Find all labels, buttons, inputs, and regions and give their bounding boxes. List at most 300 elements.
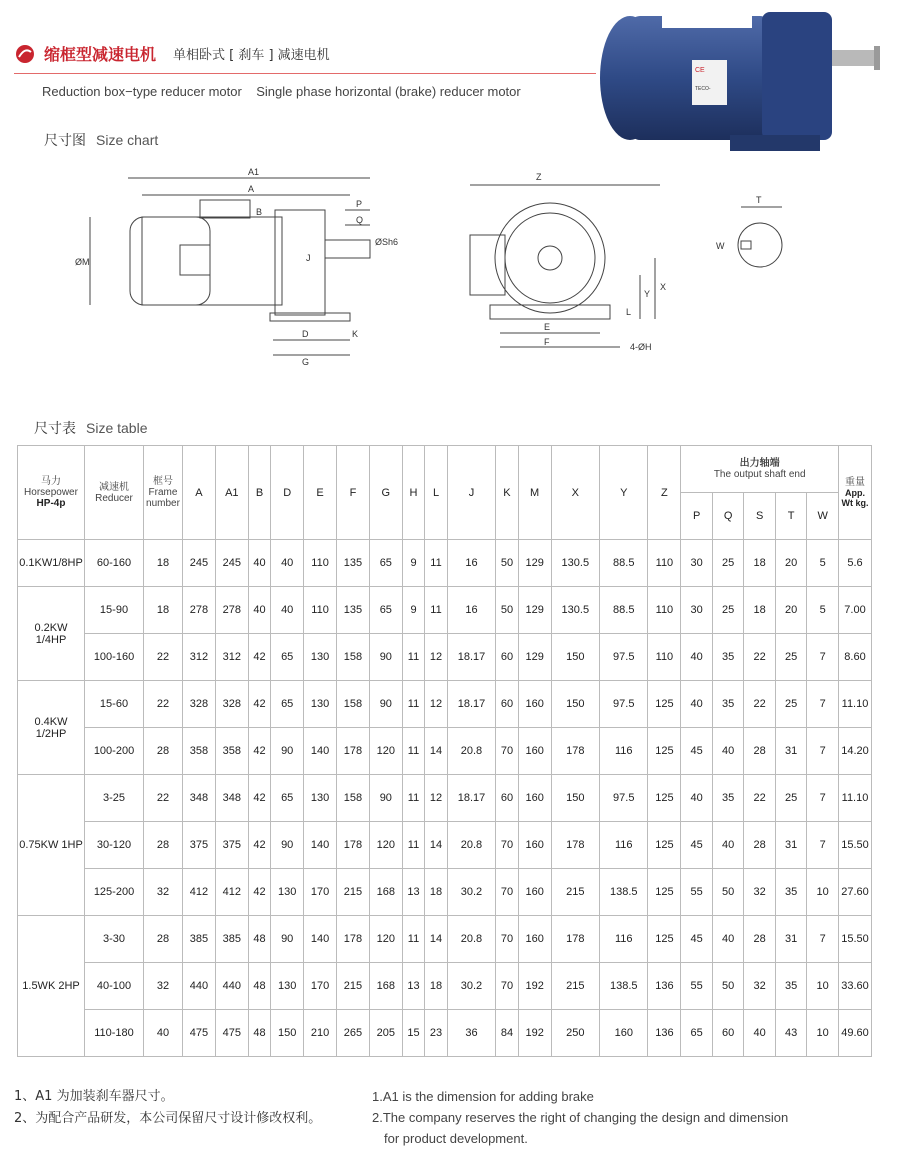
- table-cell: 125: [648, 728, 681, 775]
- table-cell: 18: [144, 587, 183, 634]
- table-cell: 88.5: [600, 587, 648, 634]
- table-cell: 440: [215, 963, 248, 1010]
- horsepower-cell: 1.5WK 2HP: [18, 916, 85, 1057]
- table-cell: 168: [369, 963, 402, 1010]
- table-cell: 50: [496, 587, 519, 634]
- table-cell: 11.10: [839, 681, 872, 728]
- table-cell: 7: [807, 681, 839, 728]
- header-dim: J: [447, 446, 495, 540]
- table-cell: 265: [337, 1010, 370, 1057]
- table-cell: 7.00: [839, 587, 872, 634]
- title-bullet-icon: [14, 43, 36, 65]
- table-cell: 40: [712, 916, 744, 963]
- table-cell: 125: [648, 775, 681, 822]
- table-cell: 49.60: [839, 1010, 872, 1057]
- table-cell: 215: [551, 963, 599, 1010]
- table-cell: 135: [337, 587, 370, 634]
- table-cell: 32: [144, 869, 183, 916]
- table-cell: 375: [183, 822, 216, 869]
- table-cell: 32: [144, 963, 183, 1010]
- note-en-3: for product development.: [384, 1131, 528, 1146]
- table-cell: 22: [144, 634, 183, 681]
- table-cell: 245: [215, 540, 248, 587]
- table-cell: 150: [551, 775, 599, 822]
- table-cell: 90: [369, 681, 402, 728]
- table-cell: 32: [744, 963, 776, 1010]
- table-cell: 120: [369, 916, 402, 963]
- photo-label-1: CE: [695, 67, 705, 74]
- table-cell: 110: [304, 540, 337, 587]
- table-cell: 90: [369, 775, 402, 822]
- table-cell: 192: [518, 963, 551, 1010]
- header-shaft-dim: S: [744, 493, 776, 540]
- dim-m-label: ØM: [75, 257, 90, 267]
- table-cell: 28: [744, 728, 776, 775]
- table-cell: 110: [648, 634, 681, 681]
- table-cell: 25: [712, 540, 744, 587]
- table-cell: 42: [248, 728, 271, 775]
- table-cell: 48: [248, 916, 271, 963]
- table-cell: 18: [744, 587, 776, 634]
- table-cell: 28: [744, 916, 776, 963]
- table-cell: 11: [425, 540, 448, 587]
- table-cell: 35: [775, 869, 807, 916]
- table-cell: 50: [712, 869, 744, 916]
- table-cell: 160: [518, 775, 551, 822]
- table-cell: 90: [271, 728, 304, 775]
- table-cell: 18.17: [447, 634, 495, 681]
- table-cell: 5: [807, 540, 839, 587]
- table-cell: 158: [337, 775, 370, 822]
- table-row: [18, 681, 872, 728]
- table-cell: 20.8: [447, 728, 495, 775]
- table-row: [18, 916, 872, 963]
- table-row: [18, 869, 872, 916]
- table-cell: 10: [807, 869, 839, 916]
- table-cell: 65: [271, 775, 304, 822]
- table-cell: 129: [518, 587, 551, 634]
- table-cell: 245: [183, 540, 216, 587]
- dim-h-label: 4-ØH: [630, 342, 652, 352]
- table-cell: 25: [712, 587, 744, 634]
- table-cell: 40: [144, 1010, 183, 1057]
- dim-k-label: K: [352, 329, 359, 339]
- dim-z-label: Z: [536, 172, 542, 182]
- table-cell: 16: [447, 540, 495, 587]
- dim-a-label: A: [248, 184, 255, 194]
- table-cell: 358: [215, 728, 248, 775]
- table-cell: 15-60: [85, 681, 144, 728]
- table-cell: 138.5: [600, 963, 648, 1010]
- table-cell: 15.50: [839, 822, 872, 869]
- table-cell: 210: [304, 1010, 337, 1057]
- table-cell: 70: [496, 822, 519, 869]
- table-cell: 7: [807, 634, 839, 681]
- table-cell: 18: [425, 963, 448, 1010]
- table-cell: 55: [681, 963, 713, 1010]
- table-cell: 160: [518, 728, 551, 775]
- motor-photo: [592, 0, 892, 160]
- table-cell: 40: [681, 681, 713, 728]
- table-cell: 27.60: [839, 869, 872, 916]
- table-cell: 20.8: [447, 916, 495, 963]
- table-cell: 130: [304, 775, 337, 822]
- table-cell: 215: [551, 869, 599, 916]
- table-cell: 150: [551, 634, 599, 681]
- table-cell: 116: [600, 916, 648, 963]
- table-cell: 11: [402, 634, 425, 681]
- table-cell: 25: [775, 634, 807, 681]
- table-cell: 150: [271, 1010, 304, 1057]
- table-cell: 18: [744, 540, 776, 587]
- table-cell: 130: [271, 869, 304, 916]
- dim-y-label: Y: [644, 289, 651, 299]
- header-dim: A: [183, 446, 216, 540]
- table-cell: 100-200: [85, 728, 144, 775]
- horsepower-cell: 0.4KW 1/2HP: [18, 681, 85, 775]
- size-table-label: 尺寸表 Size table: [34, 420, 148, 437]
- table-row: [18, 634, 872, 681]
- header-reducer: 减速机 Reducer: [85, 446, 144, 540]
- table-cell: 12: [425, 681, 448, 728]
- table-cell: 7: [807, 916, 839, 963]
- dimension-diagram: [60, 165, 820, 375]
- table-cell: 120: [369, 728, 402, 775]
- table-cell: 110: [304, 587, 337, 634]
- dim-q-label: Q: [356, 215, 364, 225]
- header-horsepower: 马力 Horsepower HP-4p: [18, 446, 85, 540]
- table-cell: 312: [183, 634, 216, 681]
- table-cell: 65: [369, 540, 402, 587]
- table-cell: 100-160: [85, 634, 144, 681]
- table-cell: 130: [304, 634, 337, 681]
- table-cell: 42: [248, 634, 271, 681]
- dim-f-label: F: [544, 337, 550, 347]
- table-cell: 348: [215, 775, 248, 822]
- table-cell: 130: [304, 681, 337, 728]
- table-cell: 14.20: [839, 728, 872, 775]
- table-cell: 110: [648, 540, 681, 587]
- table-cell: 178: [337, 728, 370, 775]
- table-cell: 31: [775, 822, 807, 869]
- table-cell: 10: [807, 963, 839, 1010]
- dim-sh6-label: ØSh6: [375, 237, 399, 247]
- table-cell: 88.5: [600, 540, 648, 587]
- header-weight: 重量 App. Wt kg.: [839, 446, 872, 540]
- header-shaft-dim: P: [681, 493, 713, 540]
- table-cell: 178: [551, 822, 599, 869]
- table-cell: 60: [712, 1010, 744, 1057]
- table-row: [18, 822, 872, 869]
- table-cell: 90: [369, 634, 402, 681]
- table-cell: 20: [775, 587, 807, 634]
- table-cell: 40: [712, 728, 744, 775]
- table-cell: 97.5: [600, 634, 648, 681]
- table-cell: 168: [369, 869, 402, 916]
- table-cell: 11: [402, 728, 425, 775]
- table-cell: 3-30: [85, 916, 144, 963]
- table-row: [18, 775, 872, 822]
- header-dim: B: [248, 446, 271, 540]
- table-cell: 20.8: [447, 822, 495, 869]
- table-cell: 160: [518, 916, 551, 963]
- table-cell: 42: [248, 869, 271, 916]
- table-cell: 125: [648, 916, 681, 963]
- notes-english: [372, 1086, 788, 1149]
- table-cell: 8.60: [839, 634, 872, 681]
- table-cell: 178: [337, 822, 370, 869]
- dim-l-label: L: [626, 307, 632, 317]
- table-cell: 116: [600, 822, 648, 869]
- table-cell: 328: [215, 681, 248, 728]
- table-cell: 120: [369, 822, 402, 869]
- table-cell: 70: [496, 963, 519, 1010]
- dim-d-label: D: [302, 329, 309, 339]
- table-cell: 15-90: [85, 587, 144, 634]
- table-cell: 125: [648, 822, 681, 869]
- table-cell: 140: [304, 822, 337, 869]
- table-cell: 65: [271, 681, 304, 728]
- table-cell: 90: [271, 916, 304, 963]
- table-cell: 158: [337, 681, 370, 728]
- table-cell: 28: [144, 728, 183, 775]
- table-cell: 97.5: [600, 681, 648, 728]
- table-cell: 110: [648, 587, 681, 634]
- table-cell: 31: [775, 728, 807, 775]
- table-cell: 30: [681, 587, 713, 634]
- table-cell: 140: [304, 916, 337, 963]
- table-cell: 385: [183, 916, 216, 963]
- table-cell: 48: [248, 963, 271, 1010]
- table-cell: 45: [681, 822, 713, 869]
- table-cell: 440: [183, 963, 216, 1010]
- header-shaft-end: 出力轴端 The output shaft end: [681, 446, 839, 493]
- table-cell: 40: [744, 1010, 776, 1057]
- note-en-2: 2.The company reserves the right of changing the design and dimension: [372, 1110, 789, 1125]
- table-cell: 22: [144, 775, 183, 822]
- table-cell: 28: [144, 822, 183, 869]
- dim-p-label: P: [356, 199, 363, 209]
- size-chart-label: 尺寸图 Size chart: [44, 132, 159, 149]
- header-dim: L: [425, 446, 448, 540]
- table-cell: 60-160: [85, 540, 144, 587]
- table-row: [18, 1010, 872, 1057]
- table-cell: 136: [648, 1010, 681, 1057]
- table-cell: 31: [775, 916, 807, 963]
- dim-j-label: J: [306, 253, 311, 263]
- dim-e-label: E: [544, 322, 551, 332]
- table-cell: 192: [518, 1010, 551, 1057]
- table-cell: 35: [712, 681, 744, 728]
- page-title-english: Reduction box−type reducer motor Single phase horizontal (brake) reducer motor: [42, 84, 521, 99]
- note-cn-2: 2、为配合产品研发，本公司保留尺寸设计修改权利。: [14, 1111, 322, 1126]
- table-cell: 278: [183, 587, 216, 634]
- table-cell: 40: [681, 634, 713, 681]
- table-cell: 28: [144, 916, 183, 963]
- table-cell: 11: [402, 681, 425, 728]
- table-cell: 48: [248, 1010, 271, 1057]
- table-cell: 125: [648, 869, 681, 916]
- table-cell: 7: [807, 775, 839, 822]
- table-cell: 3-25: [85, 775, 144, 822]
- table-cell: 278: [215, 587, 248, 634]
- table-cell: 412: [183, 869, 216, 916]
- table-cell: 328: [183, 681, 216, 728]
- table-cell: 7: [807, 822, 839, 869]
- table-cell: 55: [681, 869, 713, 916]
- header-dim: K: [496, 446, 519, 540]
- table-cell: 125-200: [85, 869, 144, 916]
- table-cell: 40: [248, 540, 271, 587]
- photo-label-2: TECO-: [695, 86, 711, 92]
- notes-chinese: [14, 1086, 321, 1130]
- table-row: [18, 587, 872, 634]
- table-cell: 358: [183, 728, 216, 775]
- dim-x-label: X: [660, 282, 667, 292]
- table-cell: 5.6: [839, 540, 872, 587]
- dim-w-label: W: [716, 241, 725, 251]
- table-cell: 90: [271, 822, 304, 869]
- table-cell: 65: [271, 634, 304, 681]
- table-cell: 33.60: [839, 963, 872, 1010]
- table-cell: 9: [402, 540, 425, 587]
- table-cell: 84: [496, 1010, 519, 1057]
- header-dim: M: [518, 446, 551, 540]
- table-cell: 205: [369, 1010, 402, 1057]
- table-cell: 138.5: [600, 869, 648, 916]
- table-cell: 14: [425, 822, 448, 869]
- table-cell: 43: [775, 1010, 807, 1057]
- table-cell: 18.17: [447, 775, 495, 822]
- table-cell: 250: [551, 1010, 599, 1057]
- note-cn-1: 1、A1 为加装刹车器尺寸。: [14, 1089, 174, 1104]
- table-cell: 40: [271, 540, 304, 587]
- table-cell: 22: [744, 775, 776, 822]
- table-cell: 412: [215, 869, 248, 916]
- table-cell: 14: [425, 728, 448, 775]
- table-cell: 475: [183, 1010, 216, 1057]
- dim-g-label: G: [302, 357, 310, 367]
- header-dim: F: [337, 446, 370, 540]
- table-cell: 70: [496, 916, 519, 963]
- page-title: 缩框型减速电机: [44, 45, 157, 64]
- table-cell: 40: [271, 587, 304, 634]
- header-dim: G: [369, 446, 402, 540]
- size-table: [17, 445, 872, 1057]
- header-shaft-dim: W: [807, 493, 839, 540]
- header-dim: H: [402, 446, 425, 540]
- table-cell: 130.5: [551, 587, 599, 634]
- header-dim: Z: [648, 446, 681, 540]
- table-cell: 16: [447, 587, 495, 634]
- table-cell: 170: [304, 963, 337, 1010]
- table-cell: 129: [518, 634, 551, 681]
- table-cell: 20: [775, 540, 807, 587]
- table-cell: 125: [648, 681, 681, 728]
- header-shaft-dim: T: [775, 493, 807, 540]
- table-cell: 136: [648, 963, 681, 1010]
- table-cell: 70: [496, 728, 519, 775]
- table-cell: 135: [337, 540, 370, 587]
- table-cell: 25: [775, 775, 807, 822]
- table-cell: 42: [248, 822, 271, 869]
- table-cell: 60: [496, 634, 519, 681]
- table-cell: 348: [183, 775, 216, 822]
- table-cell: 28: [744, 822, 776, 869]
- header-frame: 框号 Frame number: [144, 446, 183, 540]
- page-subtitle: 单相卧式 [ 刹车 ] 减速电机: [173, 48, 330, 63]
- table-cell: 14: [425, 916, 448, 963]
- table-cell: 65: [681, 1010, 713, 1057]
- table-cell: 30.2: [447, 963, 495, 1010]
- table-cell: 12: [425, 775, 448, 822]
- header-dim: A1: [215, 446, 248, 540]
- table-cell: 97.5: [600, 775, 648, 822]
- table-cell: 5: [807, 587, 839, 634]
- table-cell: 170: [304, 869, 337, 916]
- table-cell: 32: [744, 869, 776, 916]
- table-cell: 30: [681, 540, 713, 587]
- table-cell: 42: [248, 775, 271, 822]
- table-cell: 13: [402, 869, 425, 916]
- table-cell: 18: [425, 869, 448, 916]
- table-cell: 36: [447, 1010, 495, 1057]
- table-cell: 215: [337, 963, 370, 1010]
- table-cell: 23: [425, 1010, 448, 1057]
- table-cell: 35: [712, 634, 744, 681]
- dim-t-label: T: [756, 195, 762, 205]
- table-cell: 385: [215, 916, 248, 963]
- table-cell: 116: [600, 728, 648, 775]
- table-cell: 110-180: [85, 1010, 144, 1057]
- header-shaft-dim: Q: [712, 493, 744, 540]
- note-en-1: 1.A1 is the dimension for adding brake: [372, 1089, 594, 1104]
- table-cell: 11: [402, 916, 425, 963]
- table-cell: 129: [518, 540, 551, 587]
- table-cell: 65: [369, 587, 402, 634]
- table-cell: 60: [496, 775, 519, 822]
- table-cell: 130: [271, 963, 304, 1010]
- table-cell: 22: [744, 681, 776, 728]
- table-cell: 150: [551, 681, 599, 728]
- table-cell: 178: [337, 916, 370, 963]
- table-cell: 30.2: [447, 869, 495, 916]
- table-cell: 475: [215, 1010, 248, 1057]
- table-cell: 12: [425, 634, 448, 681]
- table-cell: 178: [551, 916, 599, 963]
- table-cell: 160: [518, 822, 551, 869]
- table-cell: 50: [712, 963, 744, 1010]
- table-cell: 375: [215, 822, 248, 869]
- table-cell: 9: [402, 587, 425, 634]
- table-row: [18, 963, 872, 1010]
- table-row: [18, 728, 872, 775]
- table-cell: 45: [681, 916, 713, 963]
- horsepower-cell: 0.75KW 1HP: [18, 775, 85, 916]
- table-cell: 15.50: [839, 916, 872, 963]
- table-cell: 11: [402, 775, 425, 822]
- table-cell: 60: [496, 681, 519, 728]
- header-dim: D: [271, 446, 304, 540]
- table-cell: 158: [337, 634, 370, 681]
- table-cell: 130.5: [551, 540, 599, 587]
- table-cell: 11: [402, 822, 425, 869]
- table-cell: 70: [496, 869, 519, 916]
- header-dim: E: [304, 446, 337, 540]
- table-cell: 15: [402, 1010, 425, 1057]
- table-cell: 25: [775, 681, 807, 728]
- header-dim: Y: [600, 446, 648, 540]
